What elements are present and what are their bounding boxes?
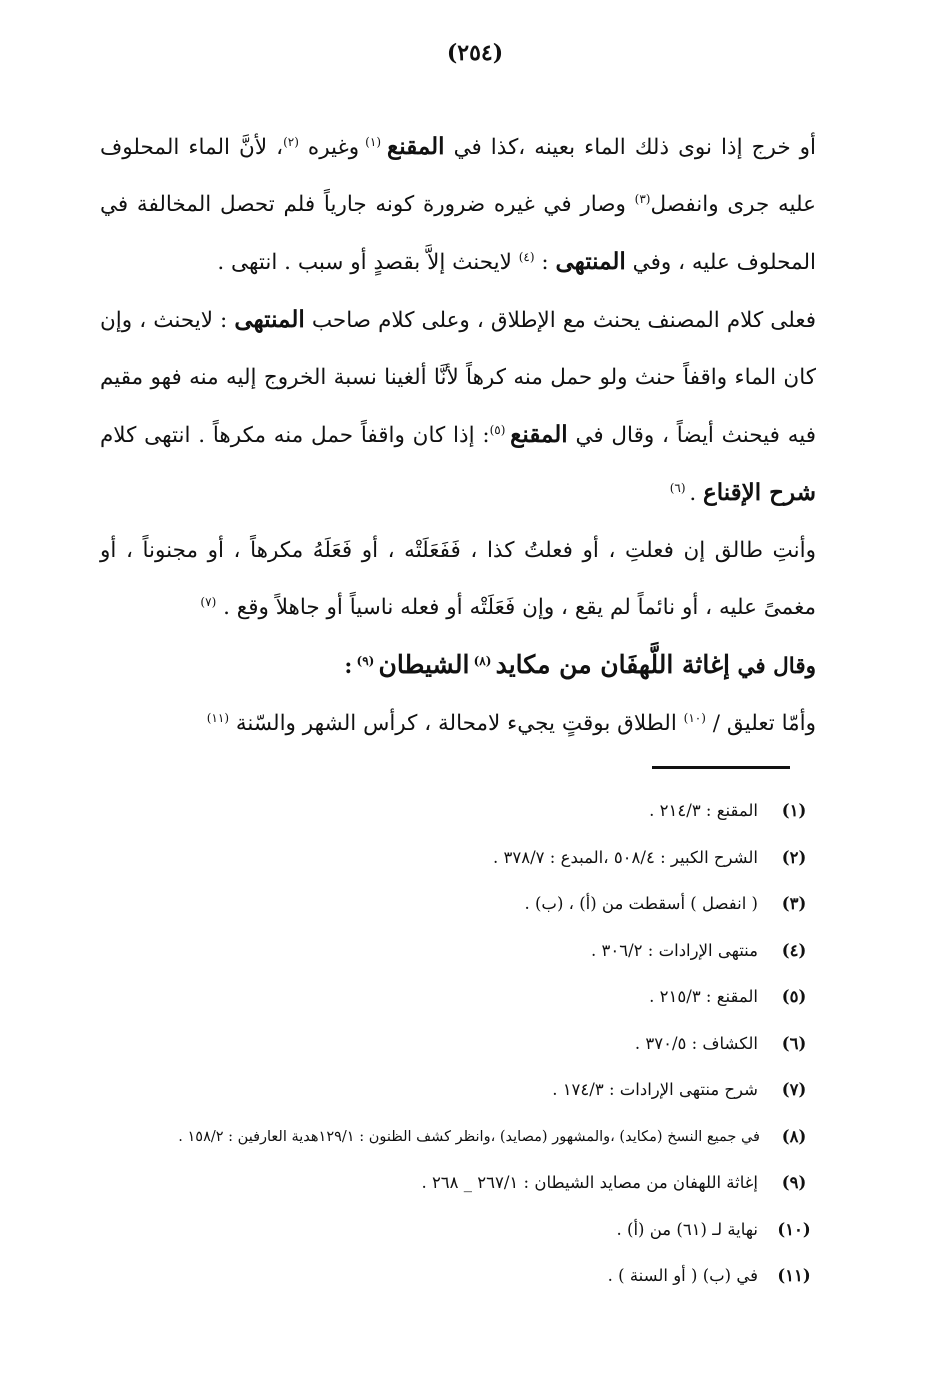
footnote-number: (٣) [781,894,807,913]
book-title: المقنع [387,133,445,160]
footnote-number: (١) [781,801,807,820]
footnote-text: الشرح الكبير : ٥٠٨/٤ ،المبدع : ٣٧٨/٧ . [493,847,758,867]
text-run: ، لأنَّ الماء المحلوف عليه جرى وانفصل [100,135,816,217]
footnote-text: في (ب) ( أو السنة ) . [607,1266,758,1285]
paragraph-1 [100,118,816,291]
book-title: الشيطان [378,650,470,679]
text-run: فعلى كلام المصنف يحنث مع الإطلاق ، وعلى كلام صاحب [304,308,816,333]
footnote-ref: (٤) [518,249,535,264]
text-run: وصار في غيره ضرورة كونه جارياً فلم تحصل المخالفة في المحلوف عليه ، وفي [100,192,816,275]
book-title: المنتهى [555,248,626,275]
text-run: الطلاق بوقتٍ يجيء لامحالة ، كرأس الشهر والسّنة [229,711,684,736]
book-title: المنتهى [234,306,305,333]
footnote [100,1253,816,1300]
paragraph-3 [100,522,816,636]
footnote [100,1021,816,1068]
text-run: وأمّا تعليق / [705,711,816,736]
footnote-text: إغاثة اللهفان من مصايد الشيطان : ٢٦٧/١ _ ٢٦٨ . [421,1173,758,1192]
text-run: لايحنث إلاَّ بقصدٍ أو سبب . انتهى . [217,250,519,275]
footnote-text: الكشاف : ٣٧٠/٥ . [634,1033,758,1053]
text-run: وقال في [730,654,816,679]
footnote-ref: (١١) [206,710,229,725]
footnote-number: (٥) [781,987,807,1006]
footnote-number: (٧) [781,1080,807,1099]
footnote [100,881,816,928]
paragraph-2 [100,291,816,522]
footnotes [100,788,816,1300]
footnote-number: (١٠) [777,1219,811,1239]
footnote [100,1114,816,1161]
footnote-number: (١١) [777,1266,811,1285]
footnote-separator [652,766,790,769]
footnote [100,928,816,975]
footnote-text: في جميع النسخ (مكايد) ،والمشهور (مصايد) ،وانظر كشف الظنون : ١٢٩/١هدية العارفين : ١٥٨/٢ . [178,1128,760,1145]
footnote [100,1160,816,1207]
text-run: أو خرج إذا نوى ذلك الماء بعينه ،كذا في [444,135,817,160]
footnote-ref: (١) [359,134,388,149]
footnote-text: شرح منتهى الإرادات : ١٧٤/٣ . [552,1080,758,1099]
page-number: (٢٥٤) [446,40,504,66]
footnote [100,974,816,1021]
footnote [100,1207,816,1254]
footnote [100,788,816,835]
footnote [100,1067,816,1114]
book-title: شرح الإقناع [703,479,816,506]
paragraph-4 [100,636,816,695]
text-run: وغيره [298,135,360,160]
footnote-ref: (٨) [469,653,496,668]
book-title: المقنع [510,421,568,448]
paragraph-5 [100,695,816,752]
footnote-ref: (٥) [489,422,511,437]
footnote-ref: (٩) [352,653,379,668]
footnote-ref: (١٠) [683,710,706,725]
text-run: وأنتِ طالق إن فعلتِ ، أو فعلتُ كذا ، فَفَعَلَتْه ، أو فَعَلَهُ مكرهاً ، أو مجنوناً ، أو مغمىً عليه ، أو نائماً لم يقع ، وإن فَعَلَتْه أو فعله ناسياً أو جاهلاً وقع . [100,538,816,620]
footnote-ref: (٢) [283,134,299,149]
footnote-text: نهاية لـ (٦١) من (أ) . [616,1219,758,1239]
footnote-text: المقنع : ٢١٥/٣ . [649,987,758,1006]
footnote-ref: (٧) [200,594,217,609]
text-run: : [344,654,353,679]
text-run: : لايحنث ، وإن كان الماء واقفاً حنث ولو حمل منه كرهاً لأنَّا ألغينا نسبة الخروج إليه منه فهو مقيم فيه فيحنث أيضاً ، وقال في [100,308,816,448]
footnote-number: (٤) [781,940,807,960]
footnote-text: منتهى الإرادات : ٣٠٦/٢ . [591,940,758,960]
book-title: إغاثة اللَّهفَان من مكايد [495,650,730,679]
footnote-number: (٩) [781,1173,807,1192]
footnote-number: (٨) [781,1126,807,1146]
text-run: . [689,481,703,506]
footnote-ref: (٦) [669,480,690,495]
main-text [100,118,816,752]
footnote-ref: (٣) [634,191,651,206]
footnote [100,835,816,882]
footnote-text: المقنع : ٢١٤/٣ . [649,801,758,820]
footnote-number: (٢) [781,847,807,867]
text-run: : [534,250,556,275]
text-run: : إذا كان واقفاً حمل منه مكرهاً . انتهى كلام [100,423,490,448]
footnote-number: (٦) [781,1033,807,1053]
footnote-text: ( انفصل ) أسقطت من (أ) ، (ب) . [524,894,758,913]
